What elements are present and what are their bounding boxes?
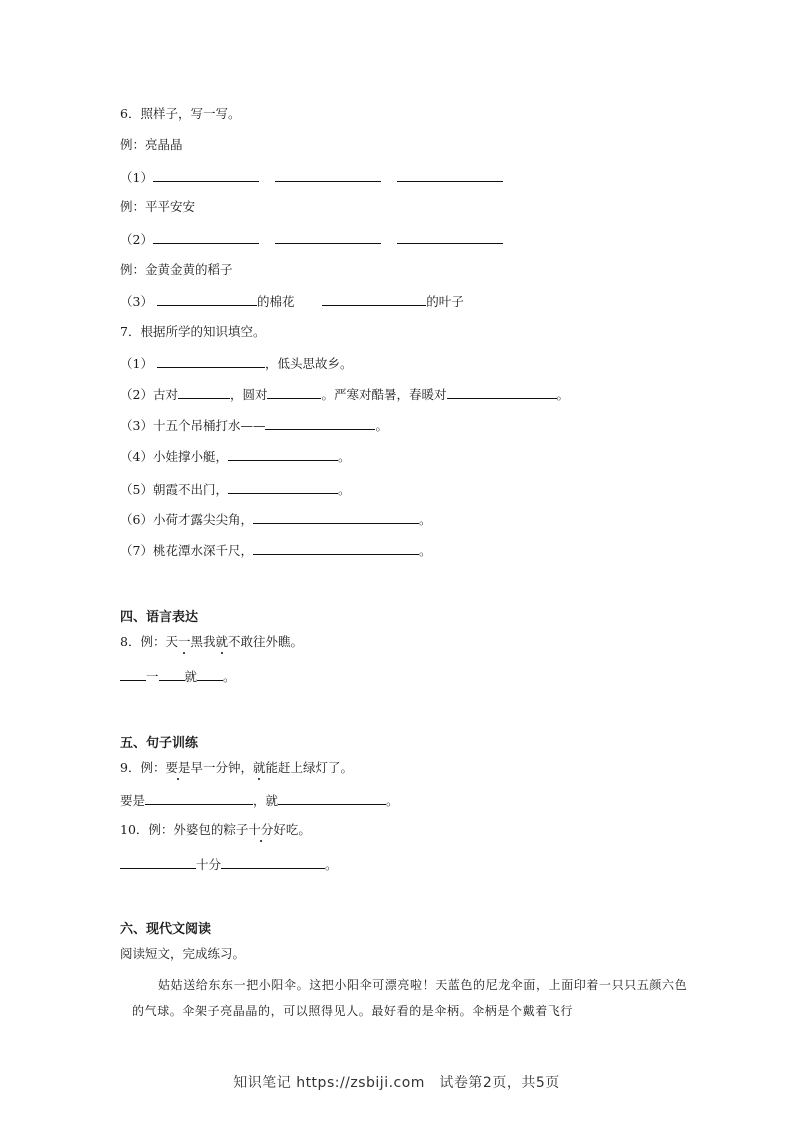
item-text: 。 bbox=[418, 512, 432, 527]
q8-text: 一 bbox=[146, 669, 159, 684]
q8-text: 黑我 bbox=[190, 634, 216, 649]
q7-line-6 bbox=[120, 511, 431, 528]
q8-example bbox=[120, 634, 303, 650]
q9-text: 。 bbox=[386, 793, 399, 808]
q10-example bbox=[120, 822, 311, 838]
q8-text: 8．例：天 bbox=[120, 634, 178, 649]
answer-blank[interactable] bbox=[228, 448, 338, 461]
q6-title: 6．照样子，写一写。 bbox=[120, 106, 241, 121]
item-text: 小娃撑小艇， bbox=[152, 449, 228, 464]
answer-blank[interactable] bbox=[447, 386, 557, 399]
q9-text: 早一分钟， bbox=[190, 760, 253, 775]
q8-text: 就 bbox=[184, 669, 198, 684]
answer-blank[interactable] bbox=[278, 792, 386, 805]
section-5-heading: 五、句子训练 bbox=[120, 736, 199, 751]
item-text: 的叶子 bbox=[426, 294, 464, 309]
item-number: （7） bbox=[120, 543, 153, 558]
answer-blank[interactable] bbox=[120, 668, 146, 681]
q7-title: 7．根据所学的知识填空。 bbox=[120, 324, 266, 339]
answer-blank[interactable] bbox=[275, 169, 381, 182]
item-text: 。 bbox=[337, 482, 351, 497]
q7-line-1 bbox=[120, 355, 352, 372]
answer-blank[interactable] bbox=[153, 231, 259, 244]
item-text: ，低头思故乡。 bbox=[264, 356, 353, 371]
item-text: 。 bbox=[418, 543, 432, 558]
q7-line-7 bbox=[120, 542, 431, 559]
q7-line-5 bbox=[120, 481, 350, 498]
q6-item-2 bbox=[120, 231, 503, 248]
item-text: 朝霞不出门， bbox=[152, 482, 228, 497]
q10-text: 10．例：外婆包的粽子 bbox=[120, 822, 249, 837]
item-text: 古对 bbox=[152, 387, 178, 402]
item-text: 桃花潭水深千尺， bbox=[152, 543, 253, 558]
answer-blank[interactable] bbox=[120, 856, 196, 869]
answer-blank[interactable] bbox=[153, 169, 259, 182]
item-number: （1） bbox=[120, 356, 153, 371]
q6-example-3: 例：金黄金黄的稻子 bbox=[120, 262, 233, 277]
section-4-heading: 四、语言表达 bbox=[120, 610, 199, 625]
item-text: 。 bbox=[556, 387, 570, 402]
answer-blank[interactable] bbox=[267, 386, 321, 399]
item-number: （1） bbox=[120, 170, 153, 185]
section-6-heading: 六、现代文阅读 bbox=[120, 922, 212, 937]
q7-line-3 bbox=[120, 417, 388, 434]
item-number: （3） bbox=[120, 294, 153, 309]
q8-emphasis: 就 bbox=[215, 634, 228, 649]
answer-blank[interactable] bbox=[157, 293, 257, 306]
answer-blank[interactable] bbox=[322, 293, 426, 306]
item-number: （2） bbox=[120, 387, 153, 402]
q8-text: 。 bbox=[223, 669, 236, 684]
q7-line-4 bbox=[120, 448, 350, 465]
q10-answer-line bbox=[120, 856, 338, 873]
answer-blank[interactable] bbox=[159, 668, 185, 681]
answer-blank[interactable] bbox=[228, 481, 338, 494]
q6-example-2: 例：平平安安 bbox=[120, 199, 196, 214]
answer-blank[interactable] bbox=[145, 792, 253, 805]
q9-answer-line bbox=[120, 792, 399, 809]
q10-emphasis: 十分 bbox=[248, 822, 274, 837]
item-text: 。 bbox=[375, 418, 388, 433]
item-text: ，圆对 bbox=[229, 387, 268, 402]
answer-blank[interactable] bbox=[397, 169, 503, 182]
q7-line-2 bbox=[120, 386, 569, 403]
q10-text: 十分 bbox=[196, 857, 222, 872]
item-text: 。严寒对酷暑，春暖对 bbox=[321, 387, 447, 402]
item-text: 。 bbox=[337, 449, 351, 464]
q9-text: ，就 bbox=[253, 793, 279, 808]
answer-blank[interactable] bbox=[253, 511, 419, 524]
page-footer: 知识笔记 https://zsbiji.com 试卷第2页，共5页 bbox=[233, 1075, 560, 1091]
reading-instruction: 阅读短文，完成练习。 bbox=[120, 946, 246, 961]
item-number: （4） bbox=[120, 449, 153, 464]
q10-text: 。 bbox=[325, 857, 338, 872]
item-number: （2） bbox=[120, 232, 153, 247]
q6-item-1 bbox=[120, 169, 503, 186]
item-text: 小荷才露尖尖角， bbox=[152, 512, 253, 527]
q8-text: 不敢往外瞧。 bbox=[228, 634, 304, 649]
q8-emphasis: 一 bbox=[177, 634, 191, 649]
answer-blank[interactable] bbox=[265, 417, 375, 430]
answer-blank[interactable] bbox=[221, 856, 325, 869]
q9-emphasis: 就 bbox=[252, 760, 266, 775]
q8-answer-line bbox=[120, 668, 236, 685]
item-number: （5） bbox=[120, 482, 153, 497]
item-number: （3） bbox=[120, 418, 153, 433]
answer-blank[interactable] bbox=[197, 668, 223, 681]
answer-blank[interactable] bbox=[157, 355, 265, 368]
q9-emphasis: 要是 bbox=[165, 760, 191, 775]
q9-example bbox=[120, 760, 353, 776]
q9-text: 9．例： bbox=[120, 760, 166, 775]
answer-blank[interactable] bbox=[253, 542, 419, 555]
answer-blank[interactable] bbox=[397, 231, 503, 244]
q6-example-1: 例：亮晶晶 bbox=[120, 137, 183, 152]
q9-text: 要是 bbox=[120, 793, 146, 808]
answer-blank[interactable] bbox=[275, 231, 381, 244]
item-text: 的棉花 bbox=[256, 294, 295, 309]
item-number: （6） bbox=[120, 512, 153, 527]
answer-blank[interactable] bbox=[178, 386, 230, 399]
item-text: 十五个吊桶打水—— bbox=[152, 418, 266, 433]
q6-item-3 bbox=[120, 293, 464, 310]
q10-text: 好吃。 bbox=[273, 822, 311, 837]
q9-text: 能赶上绿灯了。 bbox=[265, 760, 354, 775]
reading-passage: 姑姑送给东东一把小阳伞。这把小阳伞可漂亮啦！天蓝色的尼龙伞面，上面印着一只只五颜六色的气球。伞架子亮晶晶的，可以照得见人。最好看的是伞柄。伞柄是个戴着飞行 bbox=[132, 978, 688, 1018]
